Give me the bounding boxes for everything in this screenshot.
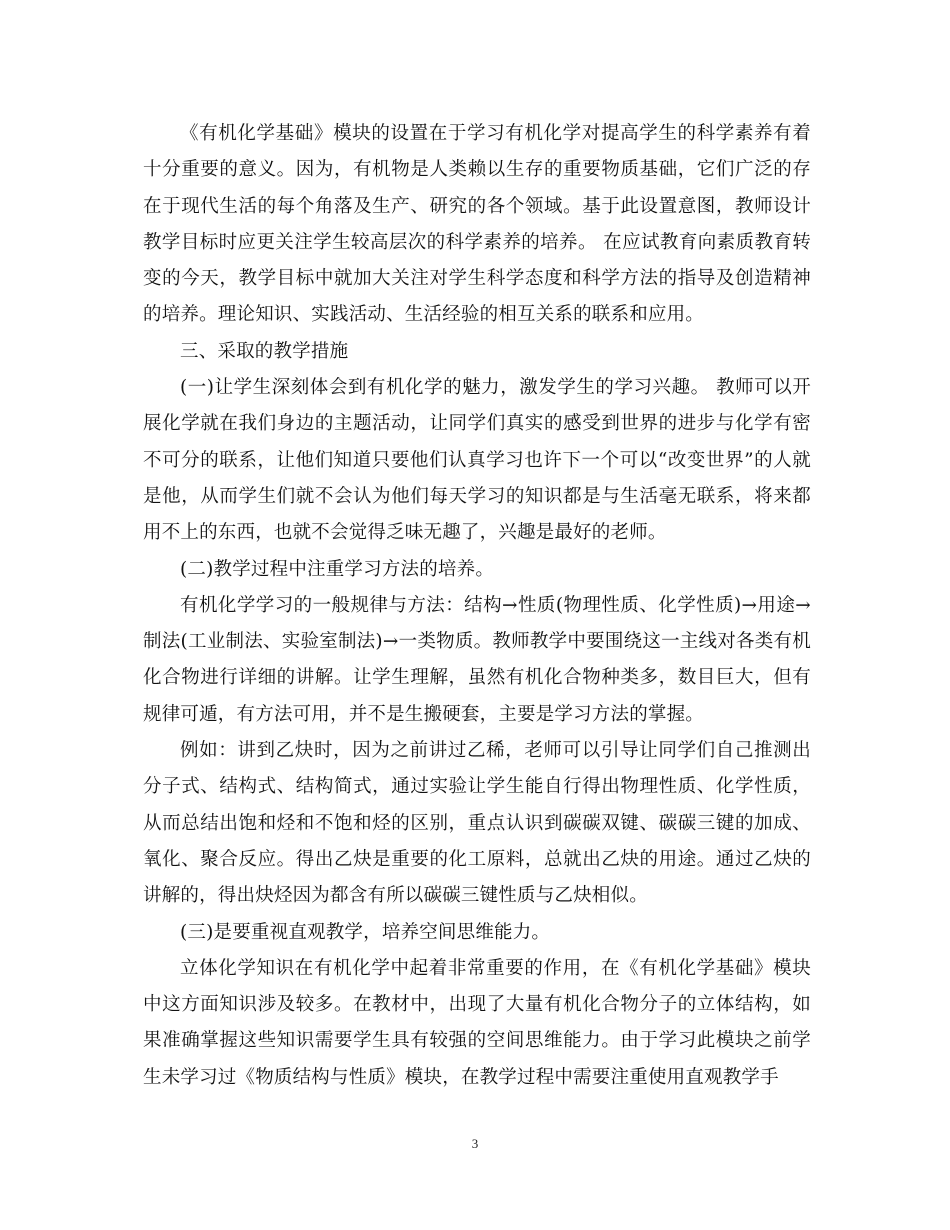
paragraph-stereochemistry: 立体化学知识在有机化学中起着非常重要的作用，在《有机化学基础》模块中这方面知识涉及较多。在教材中，出现了大量有机化合物分子的立体结构，如果准确掌握这些知识需要学生具有较强的空间思维能力。由于学习此模块之前学生未学习过《物质结构与性质》模块，在教学过程中需要注重使用直观教学手 [143,957,811,1088]
paragraph-module-purpose: 《有机化学基础》模块的设置在于学习有机化学对提高学生的科学素养有着十分重要的意义。因为，有机物是人类赖以生存的重要物质基础，它们广泛的存在于现代生活的每个角落及生产、研究的各个领域。基于此设置意图，教师设计教学目标时应更关注学生较高层次的科学素养的培养。 在应试教育向素质教育转变的今天，教学目标中就加大关注对学生科学态度和科学方法的指导及创造精神的培养。理论知识、实践活动、生活经验的相互关系的联系和应用。 [143,123,811,326]
page-number: 3 [471,1136,479,1151]
paragraph-learning-method: 有机化学学习的一般规律与方法：结构→性质(物理性质、化学性质)→用途→制法(工业制法、实验室制法)→一类物质。教师教学中要围绕这一主线对各类有机化合物进行详细的讲解。让学生理解，虽然有机化合物种类多，数目巨大，但有规律可遁，有方法可用，并不是生搬硬套，主要是学习方法的掌握。 [143,594,811,725]
subheading-measure-two: (二)教学过程中注重学习方法的培养。 [180,558,495,580]
paragraph-measure-one: (一)让学生深刻体会到有机化学的魅力，激发学生的学习兴趣。 教师可以开展化学就在我们身边的主题活动，让同学们真实的感受到世界的进步与化学有密不可分的联系，让他们知道只要他们认真学习也许下一个可以“改变世界”的人就是他，从而学生们就不会认为他们每天学习的知识都是与生活毫无联系，将来都用不上的东西，也就不会觉得乏味无趣了，兴趣是最好的老师。 [143,377,811,544]
subheading-measure-three: (三)是要重视直观教学，培养空间思维能力。 [180,921,551,943]
section-heading-teaching-measures: 三、采取的教学措施 [180,340,349,362]
body-text [143,116,811,1096]
paragraph-example-acetylene: 例如：讲到乙炔时，因为之前讲过乙稀，老师可以引导让同学们自己推测出分子式、结构式、结构简式，通过实验让学生能自行得出物理性质、化学性质，从而总结出饱和烃和不饱和烃的区别，重点认识到碳碳双键、碳碳三键的加成、氧化、聚合反应。得出乙炔是重要的化工原料，总就出乙炔的用途。通过乙炔的讲解的，得出炔烃因为都含有所以碳碳三键性质与乙炔相似。 [143,740,811,907]
